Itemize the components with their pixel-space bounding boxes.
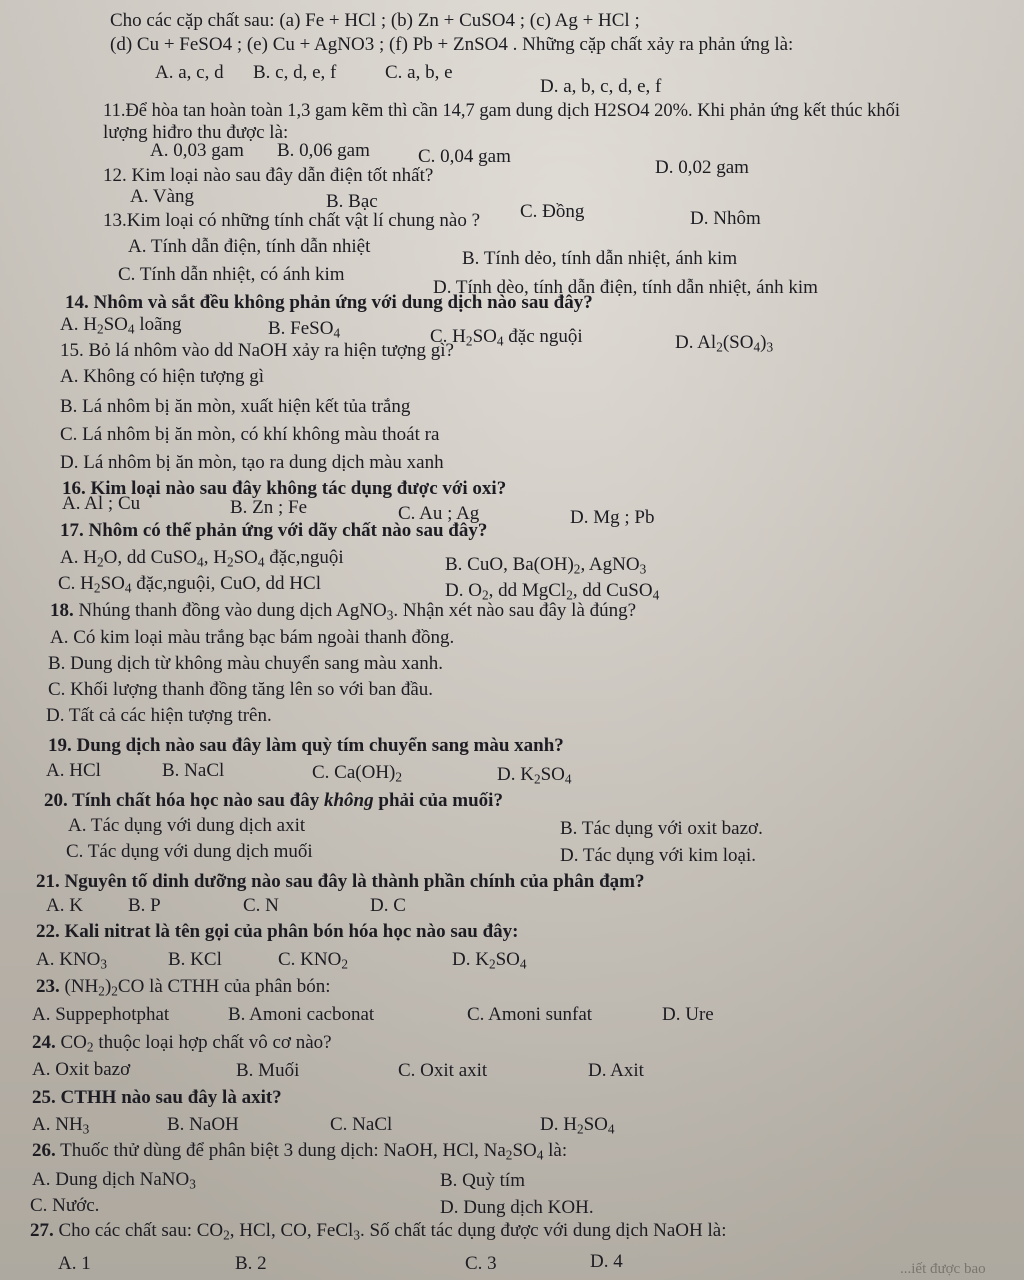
question-27-option-a: A. 1 <box>58 1253 91 1274</box>
question-21-text: 21. Nguyên tố dinh dưỡng nào sau đây là thành phần chính của phân đạm? <box>36 871 645 892</box>
question-25-text: 25. CTHH nào sau đây là axit? <box>32 1087 282 1108</box>
question-21-option-a: A. K <box>46 895 83 916</box>
question-22-option-b: B. KCl <box>168 949 222 970</box>
question-22-stem <box>36 921 518 943</box>
question-19-stem <box>48 735 564 757</box>
question-25-stem <box>32 1087 282 1109</box>
question-13-option-a: A. Tính dẫn điện, tính dẫn nhiệt <box>128 236 371 257</box>
question-25-option-c: C. NaCl <box>330 1114 393 1135</box>
question-15-option-a: A. Không có hiện tượng gì <box>60 366 264 387</box>
question-24-option-c: C. Oxit axit <box>398 1060 488 1081</box>
question-18-option-d: D. Tất cả các hiện tượng trên. <box>46 705 272 726</box>
question-26-stem: 26. Thuốc thử dùng để phân biệt 3 dung dịch: NaOH, HCl, $Na_2SO_4$ là: <box>32 1140 568 1163</box>
question-21-stem <box>36 871 645 893</box>
question-27-stem: 27. Cho các chất sau: $CO_2$, HCl, CO, FeCl$_3$. Số chất tác dụng được với dung dịch NaOH là: <box>30 1220 727 1243</box>
question-18-option-c: C. Khối lượng thanh đồng tăng lên so với ban đầu. <box>48 679 434 700</box>
question-24-option-b: B. Muối <box>236 1060 300 1081</box>
question-17-option-d: D. $O_2$, dd MgCl$_2$, dd CuSO$_4$ <box>445 580 660 603</box>
question-22-option-c: C. $KNO_2$ <box>278 949 348 972</box>
question-26-option-a: A. Dung dịch NaNO$_3$ <box>32 1169 196 1192</box>
question-14-option-a: A. $H_2SO_4$ loãng <box>60 314 182 337</box>
question-12-stem: 12. Kim loại nào sau đây dẫn điện tốt nhất? <box>103 165 434 186</box>
question-12-option-c: C. Đồng <box>520 201 585 222</box>
question-24-option-a: A. Oxit bazơ <box>32 1059 131 1080</box>
question-12-option-a: A. Vàng <box>130 186 195 207</box>
question-11-option-d: D. 0,02 gam <box>655 157 749 178</box>
question-11-option-b: B. 0,06 gam <box>277 140 370 161</box>
footer-fragment: ...iết được bao <box>900 1261 986 1277</box>
question-20-option-a: A. Tác dụng với dung dịch axit <box>68 815 306 836</box>
question-16-option-b: B. Zn ; Fe <box>230 497 308 518</box>
question-18-stem: 18. Nhúng thanh đồng vào dung dịch AgNO$_3$. Nhận xét nào sau đây là đúng? <box>50 600 637 623</box>
question-11-line-1: 11.Để hòa tan hoàn toàn 1,3 gam kẽm thì cần 14,7 gam dung dịch H2SO4 20%. Khi phản ứng kết thúc khối <box>103 101 900 121</box>
question-26-option-b: B. Quỳ tím <box>440 1170 525 1191</box>
question-12-option-d: D. Nhôm <box>690 208 761 229</box>
question-23-option-c: C. Amoni sunfat <box>467 1004 593 1025</box>
question-21-option-d: D. C <box>370 895 406 916</box>
question-14-text: 14. Nhôm và sắt đều không phản ứng với dung dịch nào sau đây? <box>65 292 593 313</box>
question-9-line-1: Cho các cặp chất sau: (a) Fe + HCl ; (b) Zn + CuSO4 ; (c) Ag + HCl ; <box>110 10 640 31</box>
question-16-option-c: C. Au ; Ag <box>398 503 480 524</box>
question-11-line-2: lượng hiđro thu được là: <box>103 122 289 143</box>
question-23-option-b: B. Amoni cacbonat <box>228 1004 375 1025</box>
question-22-option-d: D. $K_2SO_4$ <box>452 949 527 972</box>
question-11-option-c: C. 0,04 gam <box>418 146 511 167</box>
question-14-option-b: B. FeSO$_4$ <box>268 318 341 341</box>
question-14-stem <box>65 292 593 314</box>
question-24-stem: 24. $CO_2$ thuộc loại hợp chất vô cơ nào? <box>32 1032 332 1055</box>
question-9-option-c: C. a, b, e <box>385 62 453 83</box>
question-19-text: 19. Dung dịch nào sau đây làm quỳ tím chuyển sang màu xanh? <box>48 735 564 756</box>
question-15-stem: 15. Bỏ lá nhôm vào dd NaOH xảy ra hiện tượng gì? <box>60 340 454 361</box>
question-27-option-d: D. 4 <box>590 1251 623 1272</box>
question-26-option-d: D. Dung dịch KOH. <box>440 1197 594 1218</box>
question-9-option-d: D. a, b, c, d, e, f <box>540 76 662 97</box>
question-13-option-b: B. Tính dẻo, tính dẫn nhiệt, ánh kim <box>462 248 738 269</box>
question-13-stem: 13.Kim loại có những tính chất vật lí chung nào ? <box>103 210 481 231</box>
question-11-option-a: A. 0,03 gam <box>150 140 244 161</box>
question-17-option-a: A. $H_2O$, dd CuSO$_4$, $H_2SO_4$ đặc,nguội <box>60 547 344 570</box>
question-19-option-c: C. $Ca(OH)_2$ <box>312 762 403 785</box>
question-16-option-d: D. Mg ; Pb <box>570 507 655 528</box>
question-9-option-b: B. c, d, e, f <box>253 62 337 83</box>
question-23-option-a: A. Suppephotphat <box>32 1004 170 1025</box>
question-14-option-c: C. $H_2SO_4$ đặc nguội <box>430 326 583 349</box>
question-9-option-a: A. a, c, d <box>155 62 224 83</box>
question-20-option-b: B. Tác dụng với oxit bazơ. <box>560 818 763 839</box>
question-22-text: 22. Kali nitrat là tên gọi của phân bón hóa học nào sau đây: <box>36 921 519 942</box>
question-12-option-b: B. Bạc <box>326 191 378 212</box>
question-13-option-d: D. Tính dèo, tính dẫn điện, tính dẫn nhiệt, ánh kim <box>433 277 818 298</box>
question-23-option-d: D. Ure <box>662 1004 714 1025</box>
question-17-option-b: B. CuO, $Ba(OH)_2$, AgNO$_3$ <box>445 554 647 577</box>
question-9-line-2: (d) Cu + FeSO4 ; (e) Cu + AgNO3 ; (f) Pb + ZnSO4 . Những cặp chất xảy ra phản ứng là: <box>110 34 794 55</box>
question-19-option-a: A. HCl <box>46 760 101 781</box>
question-25-option-b: B. NaOH <box>167 1114 239 1135</box>
question-18-option-b: B. Dung dịch từ không màu chuyển sang màu xanh. <box>48 653 443 674</box>
question-22-option-a: A. $KNO_3$ <box>36 949 108 972</box>
question-17-text: 17. Nhôm có thể phản ứng với dãy chất nào sau đây? <box>60 520 488 541</box>
question-27-option-b: B. 2 <box>235 1253 267 1274</box>
question-15-option-c: C. Lá nhôm bị ăn mòn, có khí không màu thoát ra <box>60 424 440 445</box>
question-21-option-b: B. P <box>128 895 161 916</box>
question-17-stem <box>60 520 487 542</box>
question-23-stem: 23. $(NH_2)_2CO$ là CTHH của phân bón: <box>36 976 331 999</box>
question-19-option-d: D. $K_2SO_4$ <box>497 764 572 787</box>
question-24-option-d: D. Axit <box>588 1060 644 1081</box>
question-17-option-c: C. $H_2SO_4$ đặc,nguội, CuO, dd HCl <box>58 573 321 596</box>
question-25-option-a: A. $NH_3$ <box>32 1114 90 1137</box>
question-21-option-c: C. N <box>243 895 279 916</box>
question-19-option-b: B. NaCl <box>162 760 225 781</box>
question-16-text: 16. Kim loại nào sau đây không tác dụng được với oxi? <box>62 478 507 499</box>
question-25-option-d: D. $H_2SO_4$ <box>540 1114 615 1137</box>
question-15-option-d: D. Lá nhôm bị ăn mòn, tạo ra dung dịch màu xanh <box>60 452 444 473</box>
question-15-option-b: B. Lá nhôm bị ăn mòn, xuất hiện kết tủa trắng <box>60 396 411 417</box>
question-16-option-a: A. Al ; Cu <box>62 493 141 514</box>
question-26-option-c: C. Nước. <box>30 1195 100 1216</box>
question-20-stem: 20. Tính chất hóa học nào sau đây không phải của muối? <box>44 790 503 811</box>
question-20-option-d: D. Tác dụng với kim loại. <box>560 845 756 866</box>
question-18-option-a: A. Có kim loại màu trắng bạc bám ngoài thanh đồng. <box>50 627 455 648</box>
question-27-option-c: C. 3 <box>465 1253 497 1274</box>
question-13-option-c: C. Tính dẫn nhiệt, có ánh kim <box>118 264 345 285</box>
question-20-option-c: C. Tác dụng với dung dịch muối <box>66 841 313 862</box>
question-14-option-d: D. $Al_2(SO_4)_3$ <box>675 332 774 355</box>
